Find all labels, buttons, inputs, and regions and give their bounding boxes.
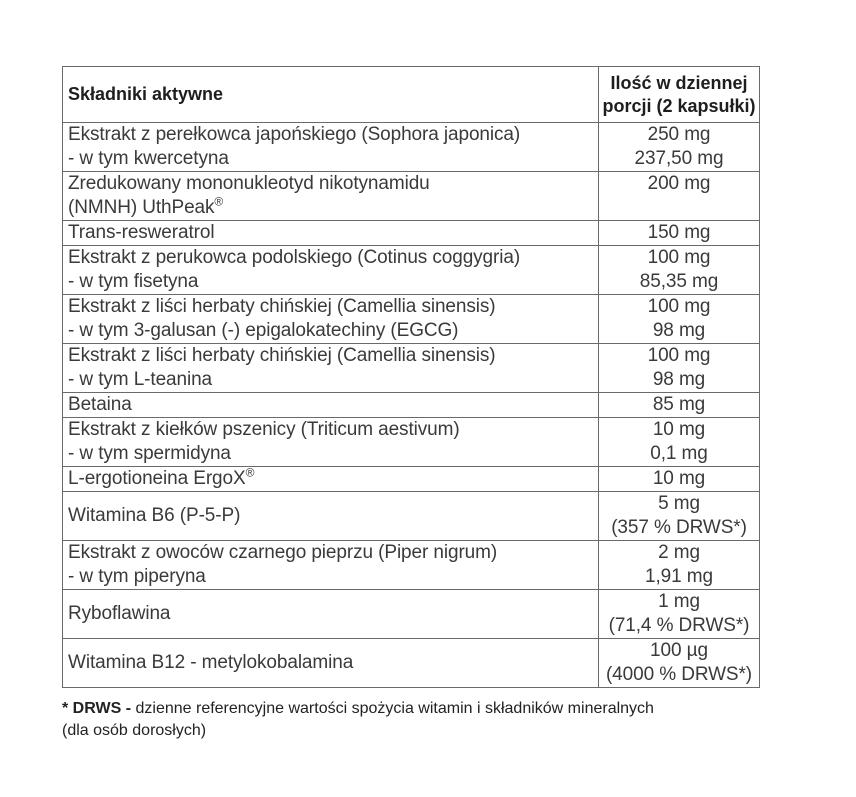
ingredient-name: Ekstrakt z liści herbaty chińskiej (Camellia sinensis) bbox=[68, 296, 496, 317]
amount-value: 100 mg bbox=[647, 296, 711, 317]
footnote-text-line-2: (dla osób dorosłych) bbox=[62, 722, 207, 739]
amount-value: 10 mg bbox=[652, 419, 706, 440]
table-row bbox=[63, 295, 760, 344]
ingredient-name: Betaina bbox=[68, 394, 132, 415]
ingredient-cell bbox=[63, 295, 599, 344]
amount-subvalue: 98 mg bbox=[652, 369, 706, 390]
ingredient-cell bbox=[63, 221, 599, 246]
amount-value: 10 mg bbox=[652, 468, 706, 489]
amount-header-line-1: Ilość w dziennej bbox=[610, 72, 748, 93]
ingredient-name: L-ergotioneina ErgoX bbox=[68, 468, 246, 489]
ingredient-subname: - w tym spermidyna bbox=[68, 443, 231, 464]
amount-cell bbox=[599, 541, 760, 590]
amount-cell bbox=[599, 418, 760, 467]
ingredient-subname: - w tym fisetyna bbox=[68, 271, 199, 292]
ingredient-name-line bbox=[68, 467, 598, 491]
ingredient-cell bbox=[63, 541, 599, 590]
ingredient-name: Ekstrakt z liści herbaty chińskiej (Camellia sinensis) bbox=[68, 345, 496, 366]
supplement-facts-table-wrapper bbox=[62, 66, 759, 688]
supplement-facts-table bbox=[62, 66, 760, 688]
amount-subvalue: 85,35 mg bbox=[639, 271, 719, 292]
amount-cell bbox=[599, 393, 760, 418]
ingredient-name: Ekstrakt z perukowca podolskiego (Cotinus coggygria) bbox=[68, 247, 521, 268]
ingredient-cell bbox=[63, 492, 599, 541]
amount-value: 100 µg bbox=[650, 640, 708, 661]
footnote-key: * DRWS - bbox=[62, 700, 132, 717]
amount-cell bbox=[599, 172, 760, 221]
amount-cell bbox=[599, 221, 760, 246]
amount-cell bbox=[599, 246, 760, 295]
ingredient-name-text: (NMNH) UthPeak bbox=[68, 197, 215, 218]
ingredient-cell bbox=[63, 393, 599, 418]
ingredient-cell bbox=[63, 467, 599, 492]
table-row bbox=[63, 541, 760, 590]
drws-footnote bbox=[62, 698, 802, 742]
amount-value: 250 mg bbox=[647, 124, 711, 145]
amount-subvalue: 1,91 mg bbox=[645, 566, 713, 587]
table-row bbox=[63, 639, 760, 688]
amount-header-line-2: porcji (2 kapsułki) bbox=[602, 95, 756, 116]
table-row bbox=[63, 123, 760, 172]
ingredient-cell bbox=[63, 246, 599, 295]
ingredient-name: Witamina B6 (P-5-P) bbox=[68, 505, 241, 526]
ingredient-cell bbox=[63, 590, 599, 639]
table-row bbox=[63, 492, 760, 541]
ingredient-name: Ekstrakt z perełkowca japońskiego (Sophora japonica) bbox=[68, 124, 521, 145]
amount-value: 100 mg bbox=[647, 247, 711, 268]
amount-subvalue: 0,1 mg bbox=[650, 443, 708, 464]
amount-value: 2 mg bbox=[658, 542, 700, 563]
table-row bbox=[63, 221, 760, 246]
amount-value: 150 mg bbox=[647, 222, 711, 243]
amount-subvalue: 98 mg bbox=[652, 320, 706, 341]
amount-value: 1 mg bbox=[658, 591, 700, 612]
amount-value: 200 mg bbox=[647, 173, 711, 194]
amount-column-header bbox=[599, 67, 760, 123]
ingredient-name-line-2 bbox=[68, 196, 598, 220]
ingredient-subname: - w tym 3-galusan (-) epigalokatechiny (EGCG) bbox=[68, 320, 459, 341]
amount-value: 85 mg bbox=[652, 394, 706, 415]
ingredient-subname: - w tym L-teanina bbox=[68, 369, 213, 390]
table-row bbox=[63, 246, 760, 295]
ingredient-cell bbox=[63, 639, 599, 688]
amount-cell bbox=[599, 295, 760, 344]
amount-value: 5 mg bbox=[658, 493, 700, 514]
ingredient-cell bbox=[63, 172, 599, 221]
ingredient-cell bbox=[63, 418, 599, 467]
table-header-row bbox=[63, 67, 760, 123]
amount-subvalue: 237,50 mg bbox=[634, 148, 724, 169]
ingredient-cell bbox=[63, 344, 599, 393]
ingredient-name: Witamina B12 - metylokobalamina bbox=[68, 652, 354, 673]
table-row bbox=[63, 172, 760, 221]
amount-drws: (357 % DRWS*) bbox=[611, 517, 747, 538]
amount-cell bbox=[599, 467, 760, 492]
ingredient-subname: - w tym piperyna bbox=[68, 566, 206, 587]
registered-mark: ® bbox=[245, 465, 255, 480]
ingredient-name: Zredukowany mononukleotyd nikotynamidu bbox=[68, 173, 430, 194]
registered-mark: ® bbox=[214, 194, 224, 209]
amount-cell bbox=[599, 492, 760, 541]
footnote-text-line-1: dzienne referencyjne wartości spożycia witamin i składników mineralnych bbox=[131, 700, 654, 717]
amount-drws: (71,4 % DRWS*) bbox=[608, 615, 750, 636]
amount-cell bbox=[599, 344, 760, 393]
amount-value: 100 mg bbox=[647, 345, 711, 366]
table-row bbox=[63, 590, 760, 639]
amount-cell bbox=[599, 590, 760, 639]
ingredient-name: Ekstrakt z kiełków pszenicy (Triticum aestivum) bbox=[68, 419, 460, 440]
ingredient-name: Trans-resweratrol bbox=[68, 222, 215, 243]
ingredient-name: Ekstrakt z owoców czarnego pieprzu (Piper nigrum) bbox=[68, 542, 498, 563]
table-row bbox=[63, 393, 760, 418]
amount-cell bbox=[599, 639, 760, 688]
ingredient-cell bbox=[63, 123, 599, 172]
amount-cell bbox=[599, 123, 760, 172]
amount-drws: (4000 % DRWS*) bbox=[605, 664, 753, 685]
table-row bbox=[63, 467, 760, 492]
table-row bbox=[63, 418, 760, 467]
ingredient-name: Ryboflawina bbox=[68, 603, 171, 624]
table-row bbox=[63, 344, 760, 393]
ingredient-subname: - w tym kwercetyna bbox=[68, 148, 229, 169]
ingredient-column-header: Składniki aktywne bbox=[63, 67, 599, 123]
